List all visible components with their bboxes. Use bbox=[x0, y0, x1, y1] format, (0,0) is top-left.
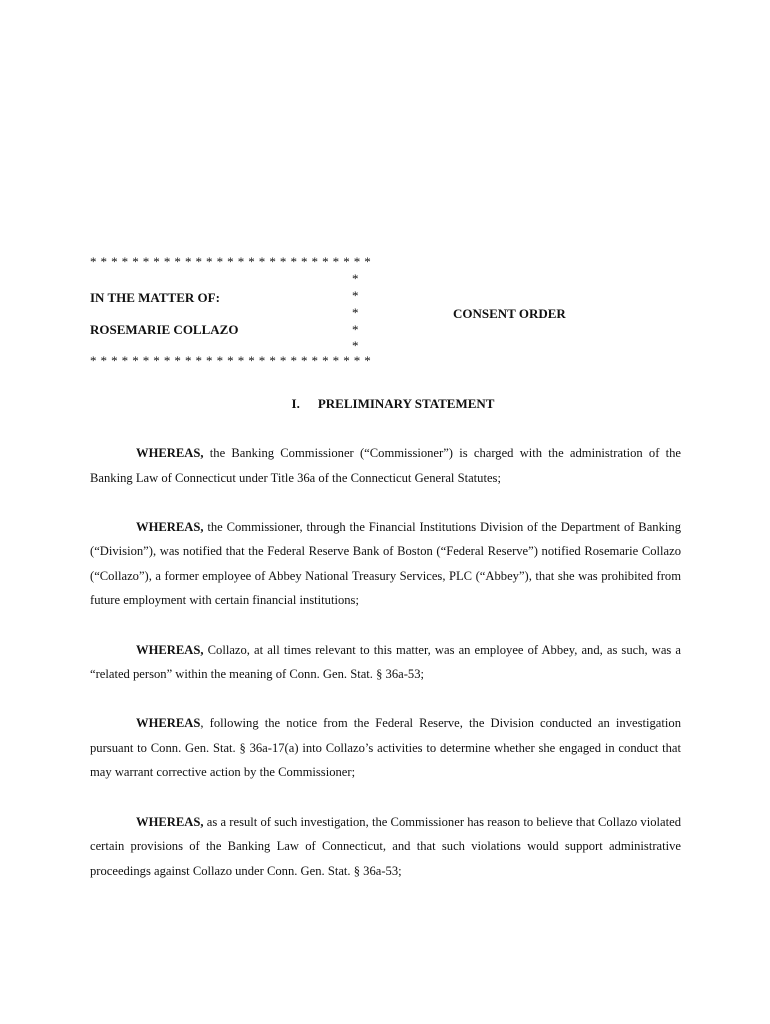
paragraph-text: Collazo, at all times relevant to this matter, was an employee of Abbey, and, as such, was a “related person” within the meaning of Conn. Gen. Stat. § 36a-53; bbox=[90, 642, 681, 682]
caption-divider-star: * bbox=[352, 338, 359, 353]
case-caption bbox=[90, 254, 690, 372]
paragraph-lead: WHEREAS bbox=[136, 716, 201, 731]
paragraph-text: the Banking Commissioner (“Commissioner”) is charged with the administration of the Banking Law of Connecticut under Title 36a of the Connecticut General Statutes; bbox=[90, 446, 681, 485]
respondent-name: ROSEMARIE COLLAZO bbox=[90, 322, 239, 337]
paragraph-lead: WHEREAS, bbox=[136, 814, 204, 829]
paragraph-lead: WHEREAS, bbox=[136, 519, 204, 534]
paragraph-text: the Commissioner, through the Financial Institutions Division of the Department of Banking (“Division”), was notified that the Federal Reserve Bank of Boston (“Federal Reserve”) notified Rosemarie Collazo (“Collazo”), a former employee of Abbey National Treasury Services, PLC (“Abbey”), that she was prohibited from future employment with certain financial institutions; bbox=[90, 519, 681, 608]
section-number: I. bbox=[291, 396, 300, 411]
paragraph-text: as a result of such investigation, the Commissioner has reason to believe that Collazo violated certain provisions of the Banking Law of Connecticut, and that such violations would support administrative proceedings against Collazo under Conn. Gen. Stat. § 36a-53; bbox=[90, 814, 681, 878]
paragraph-lead: WHEREAS, bbox=[136, 642, 204, 657]
body-text bbox=[90, 441, 681, 908]
section-heading bbox=[0, 396, 770, 412]
caption-divider-star: * bbox=[352, 271, 359, 286]
caption-top-border: * * * * * * * * * * * * * * * * * * * * * * * * * * * bbox=[90, 254, 372, 269]
caption-divider-star: * bbox=[352, 305, 359, 320]
caption-divider-star: * bbox=[352, 322, 359, 337]
paragraph-text: , following the notice from the Federal Reserve, the Division conducted an investigation pursuant to Conn. Gen. Stat. § 36a-17(a) into Collazo’s activities to determine whether she engaged in conduct that may warrant corrective action by the Commissioner; bbox=[90, 716, 681, 780]
whereas-paragraph bbox=[90, 711, 681, 785]
paragraph-lead: WHEREAS, bbox=[136, 446, 204, 460]
caption-bottom-border: * * * * * * * * * * * * * * * * * * * * * * * * * * * bbox=[90, 353, 372, 368]
whereas-paragraph bbox=[90, 638, 681, 687]
document-title: CONSENT ORDER bbox=[453, 306, 566, 321]
caption-divider-star: * bbox=[352, 288, 359, 303]
whereas-paragraph bbox=[90, 810, 681, 884]
whereas-paragraph bbox=[90, 441, 681, 490]
section-title: PRELIMINARY STATEMENT bbox=[317, 396, 495, 411]
in-the-matter-label: IN THE MATTER OF: bbox=[90, 290, 220, 305]
whereas-paragraph bbox=[90, 515, 681, 613]
